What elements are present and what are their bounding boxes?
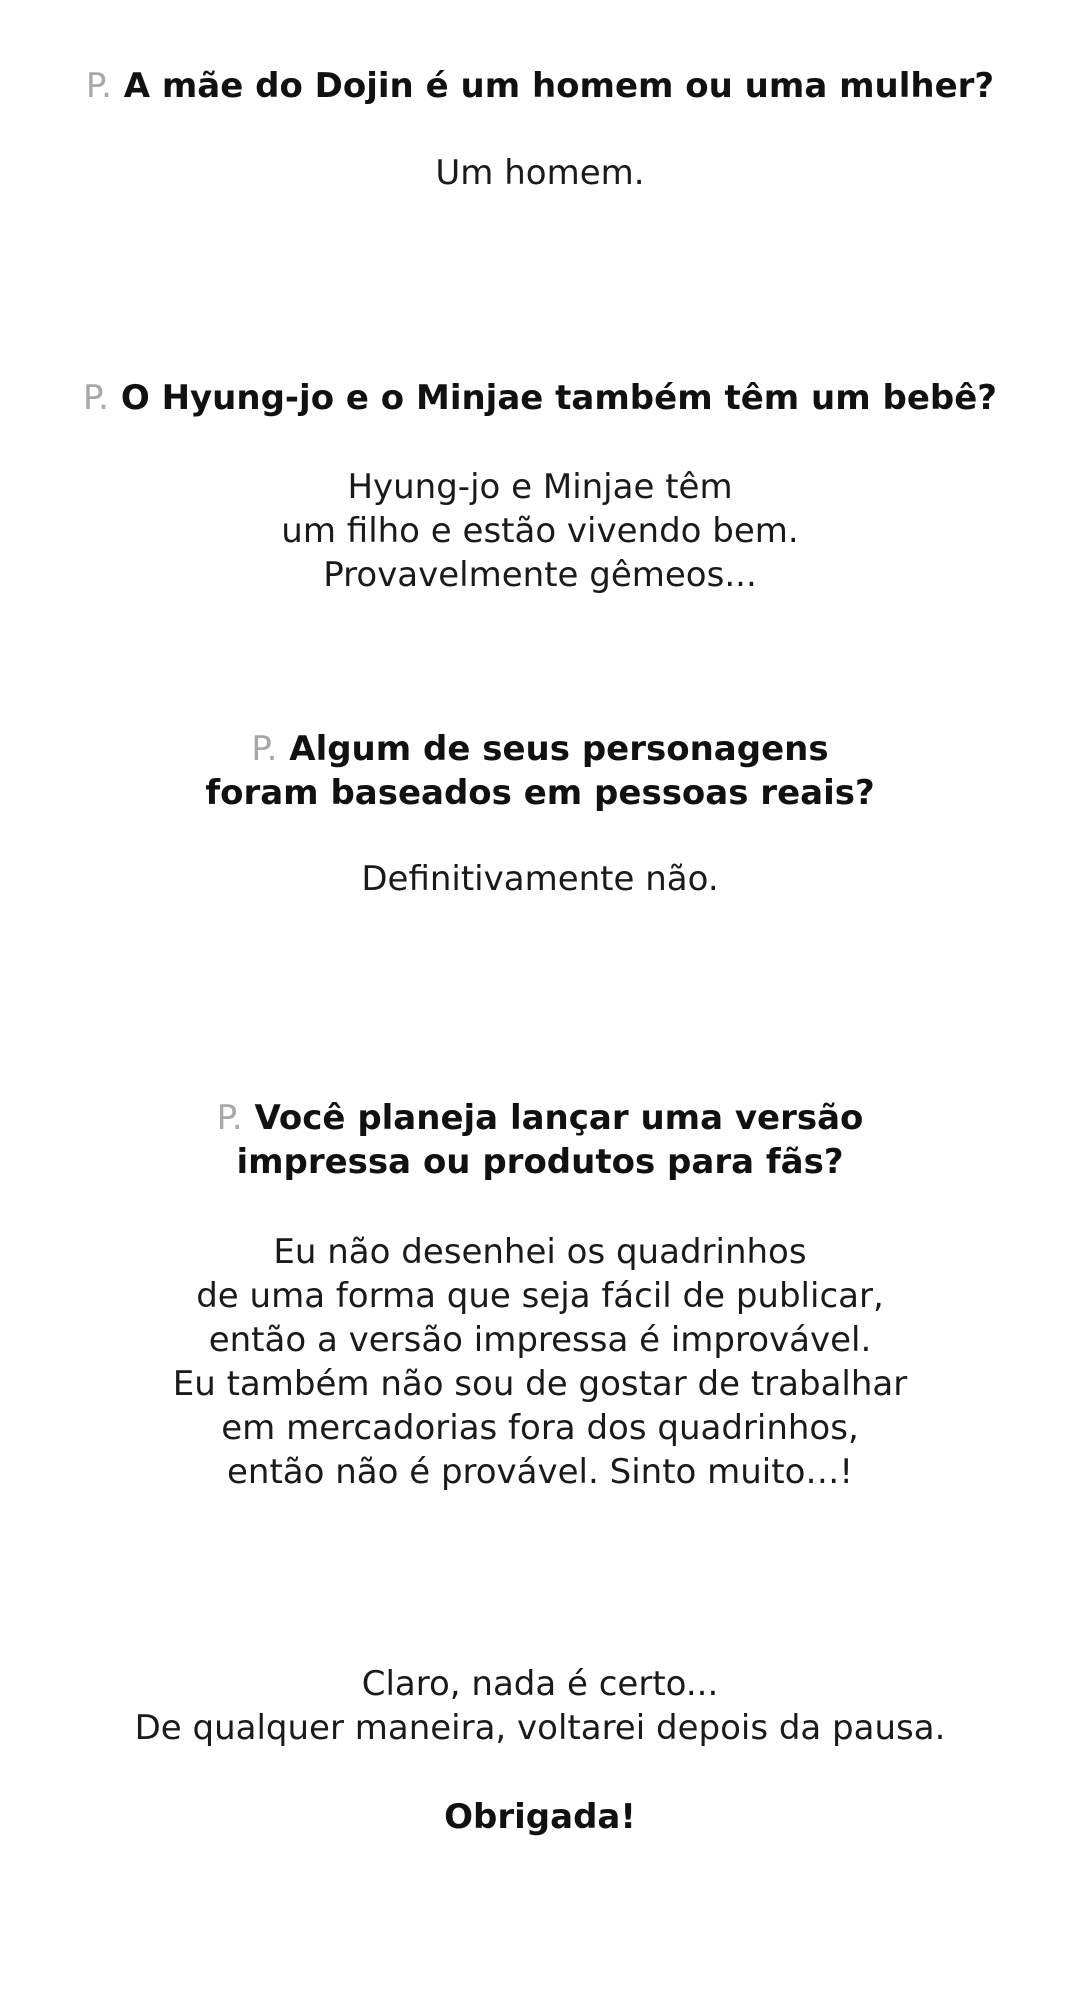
answer-line: então não é provável. Sinto muito…! [226,1452,854,1492]
closing-message [0,1662,1080,1750]
answer-line: Um homem. [435,153,645,193]
question-1 [0,64,1080,108]
question-prefix: P. [82,378,109,418]
answer-3 [0,857,1080,901]
question-text: Algum de seus personagens [289,729,829,769]
closing-line: Claro, nada é certo... [361,1664,719,1704]
answer-2 [0,465,1080,597]
closing-line: De qualquer maneira, voltarei depois da pausa. [134,1708,946,1748]
answer-line: um filho e estão vivendo bem. [281,511,799,551]
question-text: foram baseados em pessoas reais? [205,773,875,813]
answer-line: Eu também não sou de gostar de trabalhar [172,1364,908,1404]
question-prefix: P. [216,1098,243,1138]
answer-line: de uma forma que seja fácil de publicar, [196,1276,884,1316]
question-text: Você planeja lançar uma versão [254,1098,864,1138]
answer-line: Hyung-jo e Minjae têm [347,467,733,507]
answer-line: Definitivamente não. [361,859,719,899]
question-prefix: P. [85,66,112,106]
question-text: O Hyung-jo e o Minjae também têm um bebê? [120,378,998,418]
answer-line: Eu não desenhei os quadrinhos [273,1232,807,1272]
answer-line: Provavelmente gêmeos... [323,555,757,595]
answer-line: então a versão impressa é improvável. [208,1320,872,1360]
answer-1 [0,151,1080,195]
answer-line: em mercadorias fora dos quadrinhos, [221,1408,859,1448]
question-text: A mãe do Dojin é um homem ou uma mulher? [123,66,995,106]
question-text: impressa ou produtos para fãs? [236,1142,844,1182]
question-prefix: P. [251,729,278,769]
question-2 [0,376,1080,420]
question-3 [0,727,1080,815]
closing-thanks: Obrigada! [444,1797,636,1837]
answer-4 [0,1230,1080,1494]
question-4 [0,1096,1080,1184]
